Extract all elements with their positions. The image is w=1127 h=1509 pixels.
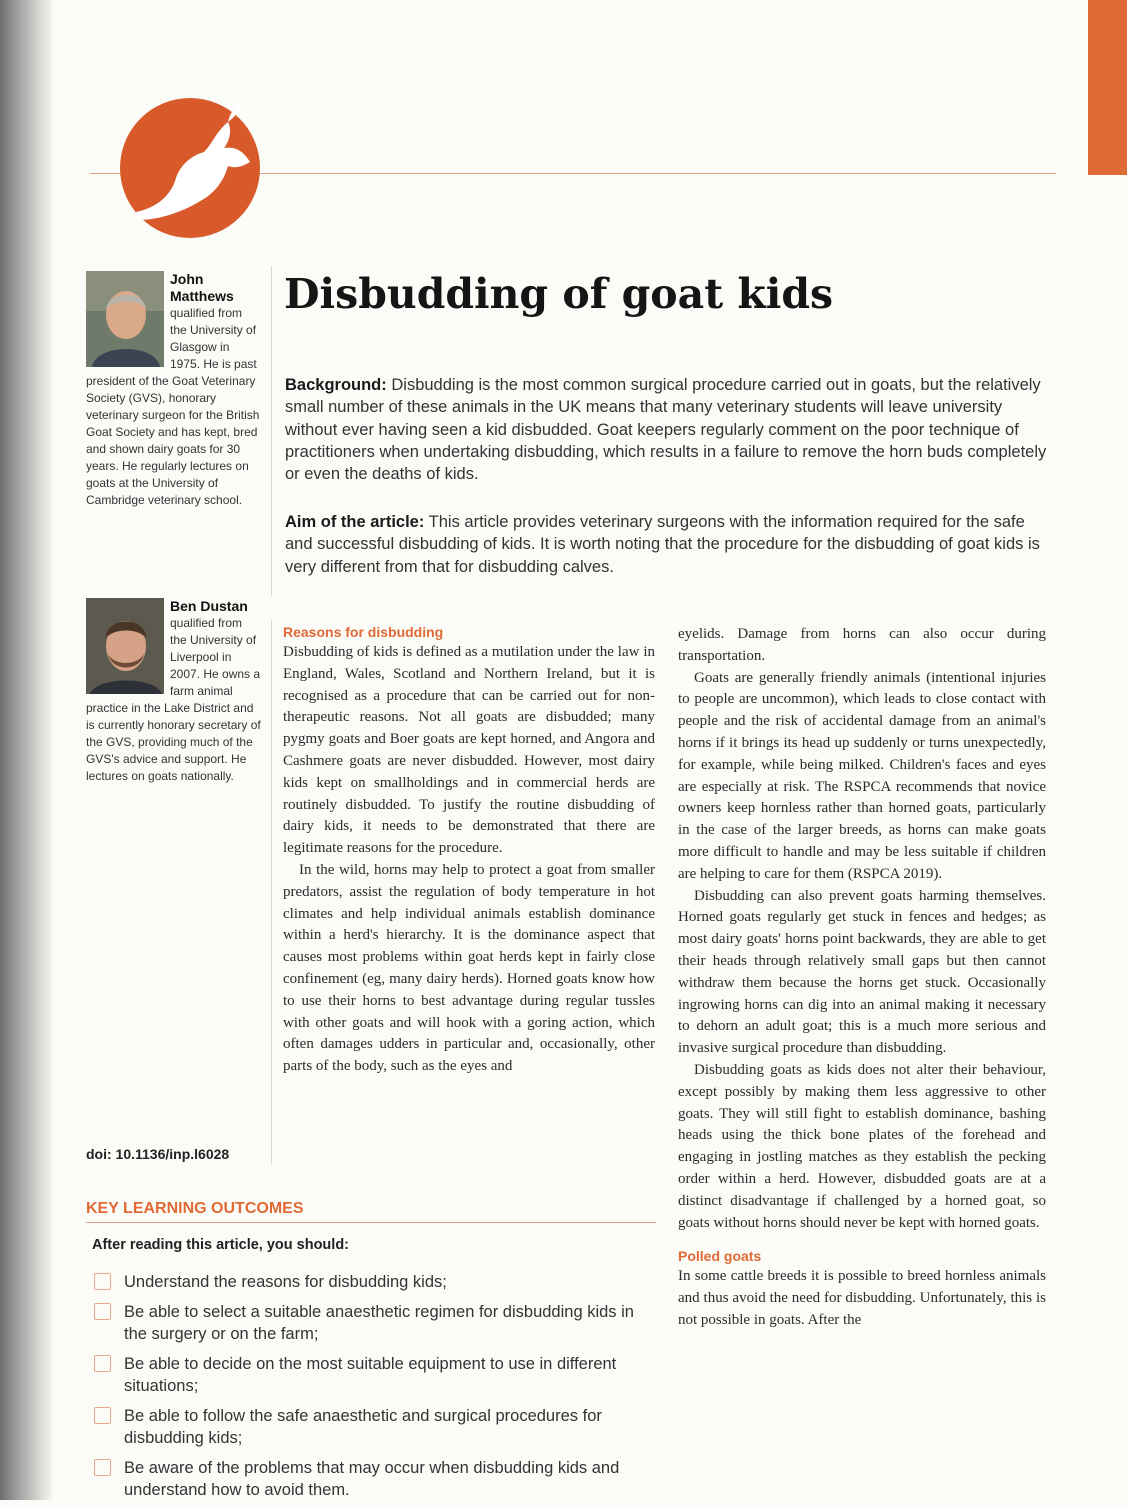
- author-photo: [86, 598, 164, 694]
- sidebar-divider: [271, 266, 272, 596]
- aim-text: This article provides veterinary surgeons with the information required for the safe and successful disbudding of kids. It is worth noting that the procedure for the disbudding of goat kids is very different from that for disbudding calves.: [285, 513, 1040, 576]
- body-paragraph: Disbudding goats as kids does not alter their behaviour, except possibly by making them less aggressive to other goats. They will still fight to establish dominance, bashing heads using the thick bone plates of the forehead and engaging in jostling matches as they establish the pecking order within a herd. However, disbudded goats are at a distinct disadvantage if challenged by a horned goat, so goats without horns should never be kept with horned goats.: [678, 1061, 1046, 1231]
- klo-item: Understand the reasons for disbudding kids;: [86, 1271, 656, 1293]
- body-paragraph: Disbudding of kids is defined as a mutilation under the law in England, Wales, Scotland and Northern Ireland, but it is recognised as a procedure that can be carried out for non-therapeutic reasons. Not all goats are disbudded; many pygmy goats and Boer goats are kept horned, and Angora and Cashmere goats are never disbudded. However, most dairy kids kept on smallholdings and in commercial herds are routinely disbudded. To justify the routine disbudding of dairy kids, it needs to be demonstrated that there are legitimate reasons for the procedure.: [283, 644, 655, 857]
- author-bio-ben-dustan: [86, 598, 262, 785]
- checkbox-icon: [94, 1459, 111, 1476]
- klo-item: Be aware of the problems that may occur when disbudding kids and understand how to avoid them.: [86, 1457, 656, 1501]
- author-name: John Matthews: [170, 271, 234, 304]
- body-paragraph: Goats are generally friendly animals (intentional injuries to people are uncommon), which leads to close contact with people and the risk of accidental damage from an animal's horns if it brings its head up suddenly or turns unexpectedly, for example, while being milked. Children's faces and eyes are especially at risk. The RSPCA recommends that novice owners keep hornless rather than horned goats, particularly in the case of the larger breeds, as horns can make goats more difficult to handle and may be less suitable if children are helping to care for them (RSPCA 2019).: [678, 669, 1046, 882]
- body-paragraph: Disbudding can also prevent goats harming themselves. Horned goats regularly get stuck in fences and hedges; as most dairy goats' horns point backwards, they are able to get their heads through relatively small gaps but then cannot withdraw them because the horns get stuck. Occasionally ingrowing horns can dig into an animal making it necessary to dehorn an adult goat; this is a much more serious and invasive surgical procedure than disbudding.: [678, 887, 1046, 1057]
- checkbox-icon: [94, 1303, 111, 1320]
- goat-logo-icon: [116, 96, 264, 240]
- background-text: Disbudding is the most common surgical procedure carried out in goats, but the relatively small number of these animals in the UK means that many veterinary students will leave university without ever having seen a kid disbudded. Goat keepers regularly comment on the poor technique of practitioners when undertaking disbudding, which results in a failure to remove the horn buds completely or even the deaths of kids.: [285, 376, 1047, 484]
- author-bio-text: qualified from the University of Liverpool in 2007. He owns a farm animal practice in the Lake District and is currently honorary secretary of the GVS, providing much of the GVS's advice and support. He lectures on goats nationally.: [86, 616, 261, 783]
- klo-heading: KEY LEARNING OUTCOMES: [86, 1200, 656, 1223]
- author-name: Ben Dustan: [170, 598, 248, 614]
- key-learning-outcomes-box: [86, 1200, 656, 1509]
- section-heading: Reasons for disbudding: [283, 624, 444, 640]
- body-paragraph: In the wild, horns may help to protect a goat from smaller predators, assist the regulation of body temperature in hot climates and help individual animals establish dominance within a herd's hierarchy. It is the dominance aspect that causes most problems within goat herds kept in fairly close confinement (eg, many dairy herds). Horned goats know how to use their horns to best advantage during regular tussles with other goats and will hook with a goring action, which often damages udders in particular and, occasionally, other parts of the body, such as the eyes and: [283, 861, 655, 1075]
- section-heading: Polled goats: [678, 1248, 762, 1265]
- aim-label: Aim of the article:: [285, 513, 425, 531]
- background-label: Background:: [285, 376, 387, 394]
- background-paragraph: [285, 374, 1055, 485]
- article-title: Disbudding of goat kids: [284, 270, 834, 318]
- checkbox-icon: [94, 1407, 111, 1424]
- checkbox-icon: [94, 1273, 111, 1290]
- doi-label: doi: 10.1136/inp.l6028: [86, 1146, 230, 1162]
- author-photo: [86, 271, 164, 367]
- section-tab: [1088, 0, 1127, 175]
- body-paragraph: eyelids. Damage from horns can also occur during transportation.: [678, 626, 1046, 664]
- klo-subheading: After reading this article, you should:: [92, 1237, 350, 1253]
- sidebar-divider: [271, 620, 272, 1165]
- body-column-2: [678, 624, 1046, 1332]
- aim-paragraph: [285, 511, 1055, 578]
- body-paragraph: In some cattle breeds it is possible to breed hornless animals and thus avoid the need for disbudding. Unfortunately, this is not possible in goats. After the: [678, 1268, 1046, 1328]
- author-bio-text: qualified from the University of Glasgow in 1975. He is past president of the Goat Veterinary Society (GVS), honorary veterinary surgeon for the British Goat Society and has kept, bred and shown dairy goats for 30 years. He regularly lectures on goats at the University of Cambridge veterinary school.: [86, 306, 260, 507]
- checkbox-icon: [94, 1355, 111, 1372]
- body-column-1: [283, 622, 655, 1078]
- book-spine-shadow: [0, 0, 52, 1500]
- klo-item: Be able to select a suitable anaesthetic regimen for disbudding kids in the surgery or on the farm;: [86, 1301, 656, 1345]
- klo-item: Be able to decide on the most suitable equipment to use in different situations;: [86, 1353, 656, 1397]
- author-bio-john-matthews: [86, 271, 262, 509]
- klo-item: Be able to follow the safe anaesthetic and surgical procedures for disbudding kids;: [86, 1405, 656, 1449]
